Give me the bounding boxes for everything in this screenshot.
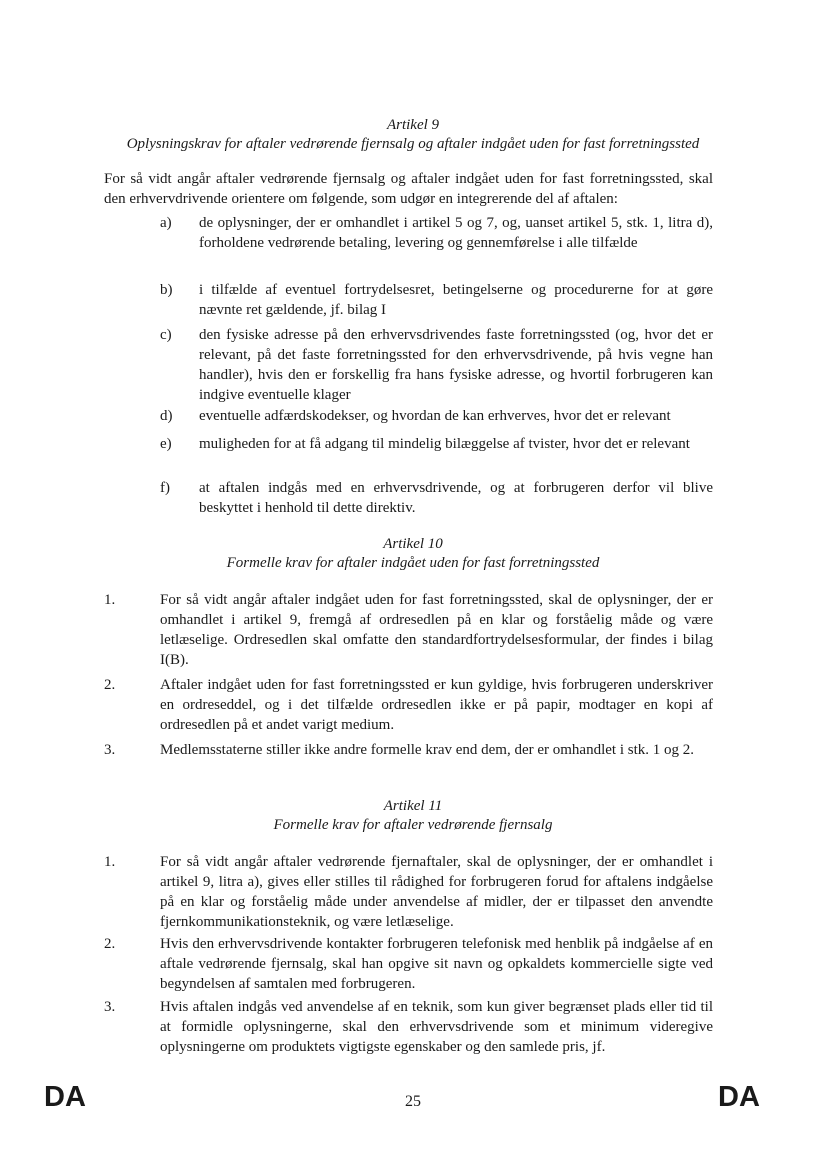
article-11-item-2-text: Hvis den erhvervsdrivende kontakter forbrugeren telefonisk med henblik på indgåelse af en aftale vedrørende fjernsalg, skal han opgive sit navn og opkaldets kommercielle sigte ved begyndelsen af samtalen med forbrugeren.: [160, 936, 713, 992]
article-9-intro: For så vidt angår aftaler vedrørende fjernsalg og aftaler indgået uden for fast forretningssted, skal den erhvervdrivende orientere om følgende, som udgør en integrerende del af aftalen:: [104, 171, 713, 207]
article-10-item-3-label: 3.: [104, 742, 116, 758]
article-9-item-f-text: at aftalen indgås med en erhvervsdrivende, og at forbrugeren derfor vil blive beskyttet i henhold til dette direktiv.: [199, 480, 713, 516]
article-9-item-b-text: i tilfælde af eventuel fortrydelsesret, betingelserne og procedurerne for at gøre nævnte ret gældende, jf. bilag I: [199, 282, 713, 318]
article-11-item-1-label: 1.: [104, 854, 116, 870]
article-9-item-e-text: muligheden for at få adgang til mindelig bilæggelse af tvister, hvor det er relevant: [199, 436, 690, 452]
article-10-item-3-text: Medlemsstaterne stiller ikke andre formelle krav end dem, der er omhandlet i stk. 1 og 2.: [160, 742, 695, 758]
article-10-item-1-text: For så vidt angår aftaler indgået uden for fast forretningssted, skal de oplysninger, der er omhandlet i artikel 9, fremgå af ordresedlen på en klar og forståelig måde og være letlæselige. Ordresedlen skal omfatte den standardfortrydelsesformular, der findes i bilag I(B).: [160, 592, 713, 668]
article-10-item-2-text: Aftaler indgået uden for fast forretningssted er kun gyldige, hvis forbrugeren underskriver en ordreseddel, og i det tilfælde ordresedlen ikke er på papir, modtager en kopi af ordresedlen på et andet varigt medium.: [160, 677, 713, 733]
article-9-subtitle: Oplysningskrav for aftaler vedrørende fjernsalg og aftaler indgået uden for fast forretningssted: [126, 136, 700, 152]
article-9-item-a-text: de oplysninger, der er omhandlet i artikel 5 og 7, og, uanset artikel 5, stk. 1, litra d), forholdene vedrørende betaling, levering og gennemførelse i alle tilfælde: [199, 215, 713, 251]
article-9-item-f-label: f): [160, 480, 170, 496]
article-9-item-a-label: a): [160, 215, 172, 231]
article-10-item-2-label: 2.: [104, 677, 116, 693]
article-10-item-1-label: 1.: [104, 592, 116, 608]
footer-language-right: DA: [718, 1081, 760, 1113]
article-9-item-d-text: eventuelle adfærdskodekser, og hvordan de kan erhverves, hvor det er relevant: [199, 408, 671, 424]
article-11-item-1-text: For så vidt angår aftaler vedrørende fjernaftaler, skal de oplysninger, der er omhandlet i artikel 9, litra a), gives eller stilles til rådighed for forbrugeren forud for aftalens indgåelse på en klar og forståelig måde under anvendelse af midler, der er tilpasset den anvendte fjernkommunikationsteknik, og være letlæselige.: [160, 854, 713, 930]
article-11-item-3-label: 3.: [104, 999, 116, 1015]
article-9-title: Artikel 9: [386, 117, 440, 133]
article-9-item-c-text: den fysiske adresse på den erhvervsdrivendes faste forretningssted (og, hvor det er relevant, på det faste forretningssted for den erhvervsdrivende, på hvis vegne han handler), hvis den er forskellig fra hans fysiske adresse, og hvortil forbrugeren kan indgive eventuelle klager: [199, 327, 713, 403]
article-11-item-2-label: 2.: [104, 936, 116, 952]
footer-language-left: DA: [44, 1081, 86, 1113]
article-9-item-e-label: e): [160, 436, 172, 452]
article-9-item-c-label: c): [160, 327, 172, 343]
article-11-item-3-text: Hvis aftalen indgås ved anvendelse af en teknik, som kun giver begrænset plads eller tid til at formidle oplysningerne, skal den erhvervsdrivende som et minimum videregive oplysningerne om produktets vigtigste egenskaber og den samlede pris, jf.: [160, 999, 713, 1055]
article-9-item-d-label: d): [160, 408, 173, 424]
article-10-subtitle: Formelle krav for aftaler indgået uden for fast forretningssted: [226, 555, 600, 571]
article-11-subtitle: Formelle krav for aftaler vedrørende fjernsalg: [273, 817, 553, 833]
page-number: 25: [405, 1093, 421, 1110]
article-9-item-b-label: b): [160, 282, 173, 298]
article-11-title: Artikel 11: [383, 798, 443, 814]
article-10-title: Artikel 10: [383, 536, 443, 552]
